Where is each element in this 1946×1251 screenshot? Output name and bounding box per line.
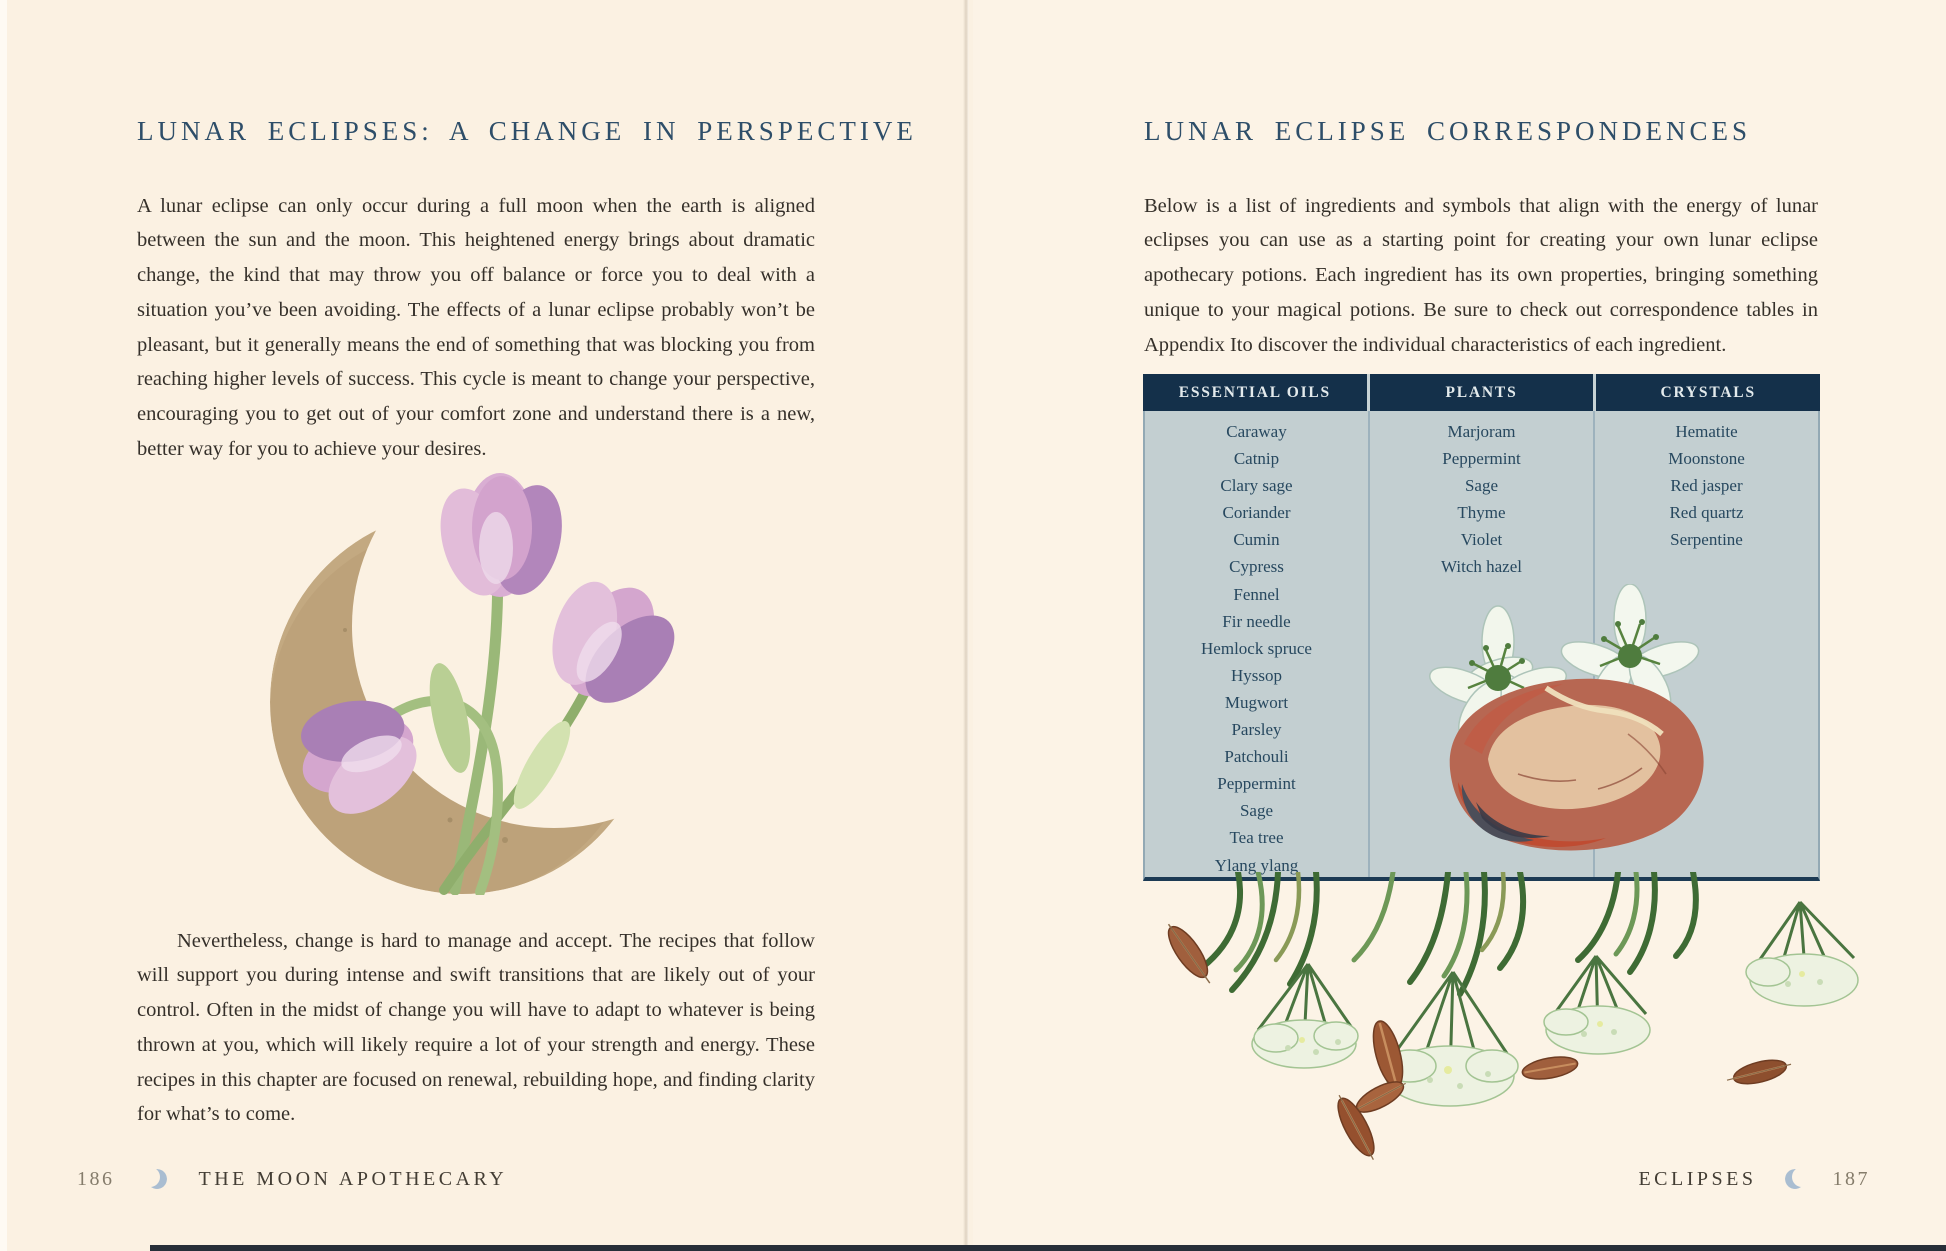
table-cell: Witch hazel bbox=[1441, 557, 1522, 577]
table-cell: Hematite bbox=[1675, 422, 1738, 441]
table-cell: Catnip bbox=[1233, 449, 1280, 469]
table-cell: Serpentine bbox=[1670, 530, 1743, 550]
table-cell: Violet bbox=[1460, 530, 1503, 550]
column-header-essential-oils: ESSENTIAL OILS bbox=[1178, 383, 1331, 401]
red-jasper-stone-flowers-illustration bbox=[1398, 584, 1728, 879]
column-header-plants: PLANTS bbox=[1367, 374, 1594, 411]
table-cell: Red jasper bbox=[1670, 476, 1743, 496]
waning-crescent-moon-icon bbox=[145, 1166, 169, 1192]
table-header-row bbox=[1143, 374, 1820, 411]
table-cell: Coriander bbox=[1222, 503, 1291, 523]
page-edge bbox=[0, 0, 7, 1251]
crescent-moon-tulips-illustration bbox=[250, 450, 705, 895]
table-cell: Moonstone bbox=[1668, 449, 1745, 469]
table-cell: Peppermint bbox=[1442, 449, 1521, 469]
table-cell: Tea tree bbox=[1229, 828, 1284, 848]
table-cell: Clary sage bbox=[1220, 476, 1293, 496]
right-page-title: LUNAR ECLIPSE CORRESPONDENCES bbox=[1144, 116, 1752, 146]
column-header-crystals: CRYSTALS bbox=[1593, 374, 1820, 411]
left-footer bbox=[77, 1166, 507, 1192]
red-jasper-stone bbox=[1450, 679, 1704, 851]
left-page-title: LUNAR ECLIPSES: A CHANGE IN PERSPECTIVE bbox=[137, 116, 917, 146]
page-number-left: 186 bbox=[77, 1167, 115, 1190]
caraway-plants-seeds-illustration bbox=[1148, 872, 1888, 1182]
table-cell: Sage bbox=[1464, 476, 1499, 496]
table-cell: Thyme bbox=[1457, 503, 1506, 523]
table-cell: Fir needle bbox=[1222, 611, 1291, 631]
table-cell: Ylang ylang bbox=[1214, 855, 1299, 875]
table-cell: Fennel bbox=[1233, 584, 1280, 604]
table-cell: Peppermint bbox=[1217, 774, 1296, 794]
page-gutter bbox=[963, 0, 969, 1251]
right-intro-paragraph: Below is a list of ingredients and symbols that align with the energy of lunar eclipses you can use as a starting point for creating your own lunar eclipse apothecary potions. Each ingredient has its own properties, bringing something unique to your magical potions. Be sure to check out correspondence tables in Appendix Ito discover the individual characteristics of each ingredient. bbox=[1144, 194, 1818, 356]
table-cell: Mugwort bbox=[1224, 692, 1289, 712]
essential-oils-column bbox=[1145, 411, 1368, 877]
table-cell: Parsley bbox=[1231, 720, 1282, 740]
left-paragraph-1: A lunar eclipse can only occur during a full moon when the earth is aligned between the sun and the moon. This heightened energy brings about dramatic change, the kind that may throw you off balance or force you to deal with a situation you’ve been avoiding. The effects of a lunar eclipse probably won’t be pleasant, but it generally means the end of something that was blocking you from reaching higher levels of success. This cycle is meant to change your perspective, encouraging you to get out of your comfort zone and understand there is a new, better way for you to achieve your desires. bbox=[137, 194, 815, 461]
table-cell: Cypress bbox=[1229, 557, 1284, 577]
right-footer bbox=[1638, 1166, 1870, 1192]
left-paragraph-2: Nevertheless, change is hard to manage and accept. The recipes that follow will support you during intense and swift transitions that are likely out of your control. Often in the midst of change you will have to adapt to whatever is being thrown at you, which will likely require a lot of your strength and energy. These recipes in this chapter are focused on renewal, rebuilding hope, and finding clarity for what’s to come. bbox=[137, 929, 815, 1126]
book-bottom-edge bbox=[150, 1245, 1946, 1251]
table-cell: Hyssop bbox=[1230, 665, 1282, 685]
chapter-title: ECLIPSES bbox=[1638, 1167, 1757, 1190]
table-cell: Caraway bbox=[1226, 422, 1287, 441]
waxing-crescent-moon-icon bbox=[1783, 1166, 1807, 1192]
table-cell: Red quartz bbox=[1669, 503, 1744, 523]
book-title: THE MOON APOTHECARY bbox=[198, 1167, 508, 1190]
table-cell: Hemlock spruce bbox=[1201, 638, 1312, 658]
table-cell: Marjoram bbox=[1447, 422, 1516, 441]
page-number-right: 187 bbox=[1832, 1167, 1870, 1190]
table-cell: Sage bbox=[1239, 801, 1274, 821]
table-cell: Cumin bbox=[1233, 530, 1280, 550]
table-cell: Patchouli bbox=[1224, 747, 1289, 767]
